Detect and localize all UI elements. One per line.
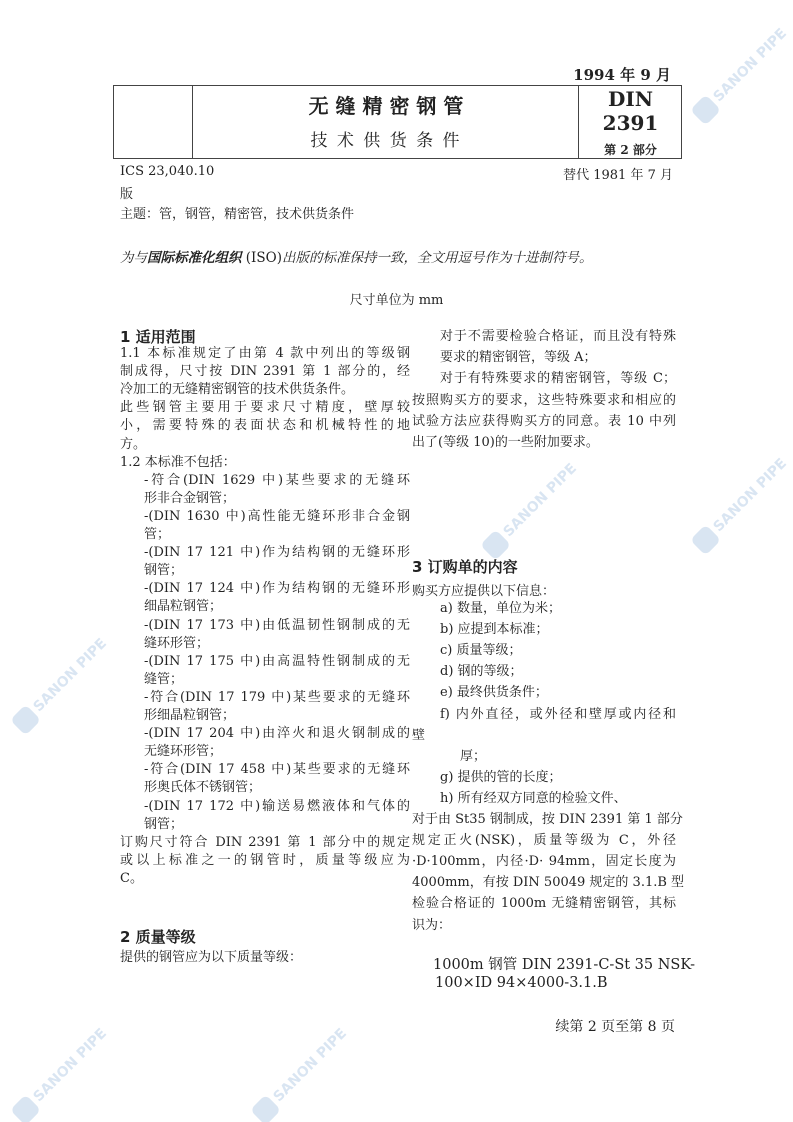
exclusion-item-line: -(DIN 17 172 中)输送易燃液体和气体的 — [144, 798, 410, 814]
example-line: 检验合格证的 1000m 无缝精密钢管，其标 — [412, 896, 676, 912]
exclusion-item-line: -(DIN 17 175 中)由高温特性钢制成的无 — [144, 653, 410, 669]
paragraph-line: 要求的精密钢管，等级 A； — [440, 350, 597, 366]
standard-number: 2391 — [602, 111, 659, 135]
paragraph-line: 此些钢管主要用于要求尺寸精度，壁厚较 — [120, 400, 410, 416]
example-line: 4000mm，有按 DIN 50049 规定的 3.1.B 型 — [412, 875, 685, 891]
exclusion-item-line: -(DIN 17 173 中)由低温韧性钢制成的无 — [144, 617, 410, 633]
subject-line: 主题：管，钢管，精密管，技术供货条件 — [120, 207, 355, 222]
exclusion-item-line: -符合(DIN 17 458 中)某些要求的无缝环 — [144, 762, 410, 778]
paragraph-line: 或以上标准之一的钢管时，质量等级应为 — [120, 852, 410, 868]
watermark — [10, 1023, 112, 1122]
exclusion-item-line: 缝环形管； — [144, 635, 210, 651]
exclusion-item-line: 形奥氏体不锈钢管； — [144, 780, 262, 796]
watermark-text: SANON PIPE — [710, 455, 791, 536]
paragraph-line: 方。 — [120, 436, 147, 452]
exclusion-item-line: 细晶粒钢管； — [144, 599, 223, 615]
designation-line-2: 100×ID 94×4000-3.1.B — [435, 975, 608, 991]
decimal-note — [120, 246, 592, 266]
divider — [192, 86, 193, 158]
sanon-logo-icon — [10, 1094, 41, 1122]
watermark-text: SANON PIPE — [270, 1025, 351, 1106]
section-3-intro: 购买方应提供以下信息： — [412, 584, 556, 599]
watermark — [250, 1023, 352, 1122]
exclusion-item-line: 缝管； — [144, 671, 184, 687]
example-line: ·D·100mm，内径·D· 94mm，固定长度为 — [412, 854, 676, 870]
watermark-text: SANON PIPE — [30, 1025, 111, 1106]
watermark — [10, 633, 112, 735]
exclusion-item-line: -符合(DIN 17 179 中)某些要求的无缝环 — [144, 689, 410, 705]
edition-label: 版 — [120, 187, 134, 202]
paragraph-line: 冷加工的无缝精密钢管的技术供货条件。 — [120, 382, 355, 398]
standard-part: 第 2 部分 — [604, 143, 657, 157]
order-item: b) 应提到本标准； — [440, 622, 549, 638]
paragraph-line: 对于不需要检验合格证，而且没有特殊 — [440, 329, 676, 344]
exclusion-item-line: -(DIN 17 124 中)作为结构钢的无缝环形 — [144, 581, 410, 597]
designation-line-1: 1000m 钢管 DIN 2391-C-St 35 NSK- — [433, 957, 696, 973]
order-item: d) 钢的等级； — [440, 664, 523, 680]
exclusion-item-line: 形细晶粒钢管； — [144, 708, 236, 723]
paragraph-line: 出了(等级 10)的一些附加要求。 — [412, 435, 599, 450]
note-pre: 为与 — [120, 250, 147, 266]
exclusion-item-line: -(DIN 17 121 中)作为结构钢的无缝环形 — [144, 545, 410, 561]
note-post: 出版的标准保持一致，全文用逗号作为十进制符号。 — [281, 250, 593, 266]
order-item: h) 所有经双方同意的检验文件、 — [440, 790, 627, 806]
order-item: c) 质量等级； — [440, 643, 522, 659]
paragraph-line: 1.1 本标准规定了由第 4 款中列出的等级钢 — [120, 346, 410, 361]
section-1-heading: 1 适用范围 — [120, 328, 196, 346]
watermark — [690, 453, 792, 555]
watermark-text: SANON PIPE — [500, 460, 581, 541]
document-title: 无 缝 精 密 钢 管 — [308, 94, 464, 118]
exclusion-item-line: 钢管； — [144, 563, 184, 579]
order-item: a) 数量，单位为米； — [440, 601, 561, 616]
divider — [578, 86, 579, 158]
example-line: 对于由 St35 钢制成，按 DIN 2391 第 1 部分 — [412, 812, 683, 827]
units-note: 尺寸单位为 mm — [349, 293, 444, 308]
sanon-logo-icon — [690, 94, 721, 125]
section-2-text: 提供的钢管应为以下质量等级： — [120, 950, 303, 965]
order-item: f) 内外直径，或外径和壁厚或内径和 — [440, 706, 676, 722]
paragraph-line: 1.2 本标准不包括： — [120, 454, 236, 470]
sanon-logo-icon — [250, 1094, 281, 1122]
sanon-logo-icon — [690, 524, 721, 555]
note-iso-name: 国际标准化组织 — [147, 250, 242, 266]
order-item-wrap: 厚； — [460, 748, 487, 764]
exclusion-item-line: 无缝环形管； — [144, 744, 223, 760]
section-3-heading: 3 订购单的内容 — [412, 558, 518, 576]
paragraph-line: 对于有特殊要求的精密钢管，等级 C； — [440, 371, 676, 387]
paragraph-line: 按照购买方的要求，这些特殊要求和相应的 — [412, 392, 676, 408]
sanon-logo-icon — [10, 704, 41, 735]
exclusion-item-line: -(DIN 1630 中)高性能无缝环形非合金钢 — [144, 508, 410, 524]
example-line: 规定正火(NSK)，质量等级为 C，外径 — [412, 833, 676, 849]
paragraph-line: 小，需要特殊的表面状态和机械特性的地 — [120, 418, 410, 434]
exclusion-item-line: -符合(DIN 1629 中)某些要求的无缝环 — [144, 472, 410, 488]
watermark-text: SANON PIPE — [710, 25, 791, 106]
section-2-heading: 2 质量等级 — [120, 928, 196, 946]
page-continuation: 续第 2 页至第 8 页 — [555, 1019, 675, 1035]
paragraph-line: C。 — [120, 870, 143, 886]
title-block — [113, 85, 682, 159]
exclusion-item-line: 形非合金钢管； — [144, 490, 236, 506]
ics-code: ICS 23,040.10 — [120, 164, 215, 179]
document-subtitle: 技 术 供 货 条 件 — [310, 131, 462, 151]
replaces-edition: 替代 1981 年 7 月 — [563, 168, 673, 183]
note-iso: (ISO) — [241, 250, 282, 266]
order-item: e) 最终供货条件； — [440, 685, 548, 701]
exclusion-item-line: 管； — [144, 527, 171, 542]
exclusion-item-line: -(DIN 17 204 中)由淬火和退火钢制成的 — [144, 726, 410, 742]
paragraph-line: 制成得，尺寸按 DIN 2391 第 1 部分的，经 — [120, 364, 410, 380]
watermark — [480, 458, 582, 560]
order-item: g) 提供的管的长度； — [440, 769, 562, 785]
standard-name: DIN — [608, 87, 653, 111]
paragraph-line: 订购尺寸符合 DIN 2391 第 1 部分中的规定 — [120, 834, 410, 850]
watermark-text: SANON PIPE — [30, 635, 111, 716]
exclusion-item-line: 钢管； — [144, 816, 184, 832]
watermark — [690, 23, 792, 125]
paragraph-line: 试验方法应获得购买方的同意。表 10 中列 — [412, 413, 676, 429]
example-line: 识为： — [412, 917, 452, 933]
order-item-wrap: 壁 — [412, 727, 426, 743]
publication-date: 1994 年 9 月 — [573, 66, 671, 84]
